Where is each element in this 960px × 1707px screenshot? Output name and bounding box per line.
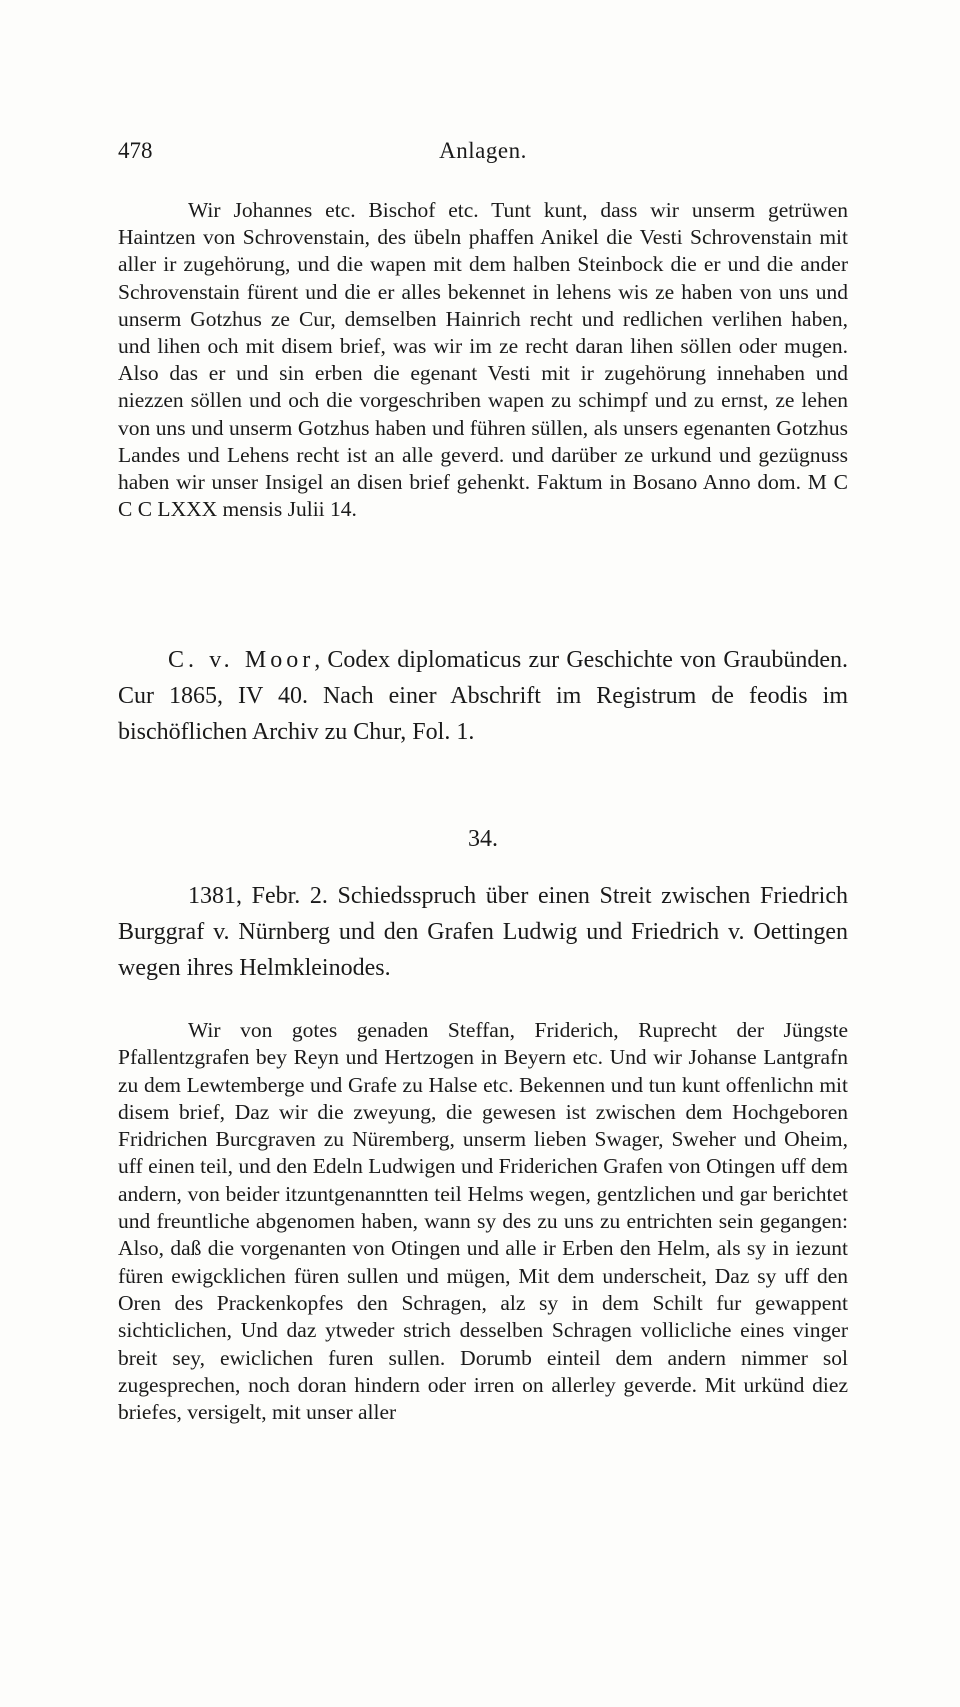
- running-head: [118, 138, 848, 174]
- running-title: Anlagen.: [439, 138, 527, 163]
- charter-paragraph: Wir Johannes etc. Bischof etc. Tunt kunt, dass wir unserm getrüwen Haintzen von Schrovenstain, des übeln phaffen Anikel die Vesti Schrovenstain mit aller ir zugehörung, und die wapen mit dem halben Steinbock die er und die ander Schrovenstain fürent und die er alles bekennet in lehens wis ze haben von uns und unserm Gotzhus ze Cur, demselben Hainrich recht und redlichen verlihen haben, und lihen och mit disem brief, was wir im ze recht daran lihen söllen oder mugen. Also das er und sin erben die egenant Vesti mit ir zugehörung innehaben und niezzen söllen und och die vorgeschriben wapen zu schimpf und zu ernst, ze lehen von uns und unserm Gotzhus haben und führen süllen, als unsers egenanten Gotzhus Landes und Lehens recht ist an alle geverd. und darüber ze urkund und gezügnuss haben wir unser Insigel an disen brief gehenkt. Faktum in Bosano Anno dom. M C C C LXXX mensis Julii 14.: [118, 198, 848, 522]
- charter-paragraph: Wir von gotes genaden Steffan, Friderich, Ruprecht der Jüngste Pfallentzgrafen bey Reyn und Hertzogen in Beyern etc. Und wir Johanse Lantgrafn zu dem Lewtemberge und Grafe zu Halse etc. Bekennen und tun kunt offenlichn mit disem brief, Daz wir die zweyung, die gewesen ist zwischen dem Hochgeboren Fridrichen Burcgraven zu Nüremberg, unserm lieben Swager, Sweher und Oheim, uff einen teil, und den Edeln Ludwigen und Friderichen Grafen von Otingen uff dem andern, von beider itzuntgenanntten teil Helms wegen, gentzlichen und gar berichtet und freuntliche abgenomen haben, wann sy des zu uns zu entrichten sein gegangen: Also, daß die vorgenanten von Otingen und alle ir Erben den Helm, als sy in iezunt füren ewigcklichen füren sullen und mügen, Mit dem underscheit, Daz sy uff den Oren des Prackenkopfes den Schragen, alz sy in dem Schilt fur gewappent sichticlichen, Und daz ytweder strich desselben Schragen vollicliche eines vinger breit sey, ewiclichen furen sullen. Dorumb einteil dem andern nimmer sol zugesprechen, noch doran hindern oder irren on allerley geverde. Mit urkünd diez briefes, versigelt, mit unser aller: [118, 1018, 848, 1425]
- regest-summary: 1381, Febr. 2. Schiedsspruch über einen Streit zwischen Friedrich Burggraf v. Nürnberg und den Grafen Ludwig und Friedrich v. Oettingen wegen ihres Helmkleinodes.: [118, 883, 848, 981]
- source-author: C. v. Moor: [168, 647, 315, 673]
- charter-text-33: [118, 197, 848, 523]
- source-details: , Codex diplomaticus zur Geschichte von Graubünden. Cur 1865, IV 40. Nach einer Abschrift im Registrum de feodis im bischöflichen Archiv zu Chur, Fol. 1.: [118, 647, 848, 745]
- charter-text-34: [118, 1017, 848, 1426]
- page-number: 478: [118, 138, 153, 163]
- document-number: 34.: [468, 826, 498, 852]
- source-citation: [118, 642, 848, 750]
